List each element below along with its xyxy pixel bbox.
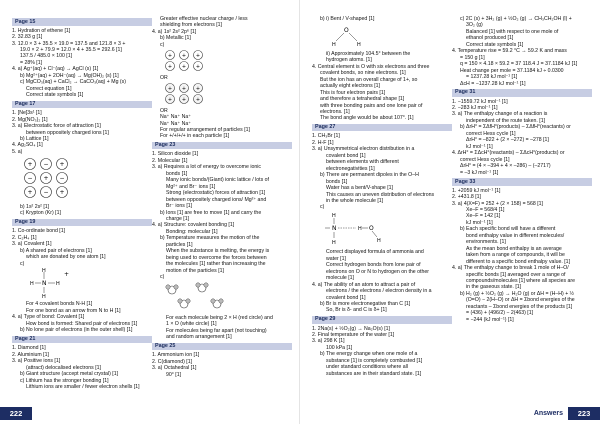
left-page-number: 222: [0, 407, 32, 420]
answer-line: 100 kPa [1]: [326, 344, 353, 351]
answer-line: 3. a) 4(X=F) = 252 + (2 × 158) = 568 [1]: [452, 200, 543, 207]
answer-line: For molecules being far apart (not touching): [166, 327, 267, 334]
svg-text:H: H: [377, 237, 381, 244]
answer-line: the molecules [1] rather than increasing the: [166, 261, 266, 268]
answer-line: 1. Diamond [1]: [12, 345, 46, 352]
answer-line: = −244 (kJ mol⁻¹) [1]: [466, 316, 514, 323]
answer-line: 137.5 / 485.0 × 100 [1]: [20, 53, 73, 60]
svg-text:+: +: [167, 64, 173, 71]
hbond-figure: [322, 212, 452, 248]
answer-line: 3. a) The enthalpy change of a reaction is: [452, 111, 548, 118]
answer-line: Correct state symbols [1]: [466, 41, 524, 48]
answer-line: Water has a bent/V-shape [1]: [326, 185, 393, 192]
answer-line: bond enthalpy value in different molecules/: [466, 232, 565, 239]
answer-line: 2. Molecular [1]: [152, 157, 188, 164]
svg-text:+: +: [167, 97, 173, 104]
answer-line: b) A shared pair of electrons [1]: [20, 247, 92, 254]
answer-line: c): [160, 274, 165, 281]
answer-line: Balanced [1] with respect to one mole of: [466, 28, 559, 35]
answer-line: substances are in their standard state. [1]: [326, 370, 422, 377]
water-figure: [322, 23, 452, 49]
svg-text:+: +: [181, 97, 187, 104]
answer-line: 2. Aluminium [1]: [12, 351, 49, 358]
answer-line: 2. 32.83 g [1]: [12, 34, 43, 41]
answer-line: 2. Final temperature of the water [1]: [312, 331, 395, 338]
section-label: Answers: [533, 410, 563, 417]
answer-line: How bond is formed: Shared pair of electrons [1]: [26, 320, 138, 327]
answer-line: 1. CH₃Br [1]: [312, 133, 340, 140]
answer-line: kJ mol⁻¹ [1]: [466, 219, 493, 226]
answer-line: c) Krypton (Kr) [1]: [20, 210, 61, 217]
ammonium-ion-diagram: [22, 268, 72, 298]
answer-line: b) i) Bent / V-shaped [1]: [320, 16, 375, 22]
answer-line: 1. Silicon dioxide [1]: [152, 151, 199, 158]
answer-line: between oppositely charged ions [1]: [26, 129, 109, 136]
column-2: [152, 16, 292, 378]
right-footer: [534, 407, 600, 420]
answer-line: bonds [1]: [326, 178, 348, 185]
answer-line: b) Ions [1] are free to move [1] and carry the: [160, 209, 262, 216]
answer-line: charge [1]: [166, 216, 190, 223]
answer-line: covalent bond [1]: [326, 294, 366, 301]
answer-line: = 150 g [1]: [460, 54, 485, 61]
answer-line: bonds [1]: [166, 170, 188, 177]
svg-text:+: +: [195, 53, 201, 60]
svg-text:H: H: [42, 294, 46, 299]
answer-line: 1 × O (white circle) [1]: [166, 321, 217, 328]
answer-line: 4. a) Ag⁺(aq) + Cl⁻(aq) → AgCl (s) [1]: [12, 66, 99, 73]
answer-line: correct Hess cycle [1]: [460, 156, 510, 163]
answer-line: c): [160, 41, 165, 48]
answer-line: Correct displayed formula of ammonia and: [326, 249, 424, 256]
answer-line: correct Hess cycle [1]: [466, 130, 516, 137]
answer-line: ΔrH° = –822 + (2 × –272) = –278 [1]: [466, 137, 549, 144]
svg-text:+: +: [181, 53, 187, 60]
answer-line: specific bonds [1] averaged over a range of: [466, 271, 566, 278]
answer-line: 3. a) Electrostatic force of attraction [1]: [12, 123, 101, 130]
answer-line: b) Metallic [1]: [160, 35, 191, 42]
answer-line: taken from a range of compounds, it will be: [466, 252, 565, 259]
answer-line: But the ion has an overall charge of 1+, so: [320, 76, 418, 83]
page-heading: Page 29: [312, 316, 452, 324]
answer-line: b) Mg²⁺(aq) + 2OH⁻(aq) → Mg(OH)₂ (s) [1]: [20, 72, 119, 79]
answer-line: in the gaseous state. [1]: [466, 284, 522, 291]
answer-line: independent of the route taken. [1]: [466, 117, 546, 124]
answer-line: For regular arrangement of particles [1]: [160, 126, 250, 133]
answer-line: = 1237.28 kJ mol⁻¹ [1]: [466, 74, 518, 81]
answer-line: For each molecule being 2 × H (red circle) and: [166, 315, 273, 321]
answer-line: hydrogen atoms. [1]: [326, 57, 372, 64]
svg-text:H: H: [332, 42, 336, 48]
answer-line: Correct state symbols [1]: [26, 92, 84, 99]
svg-text:+: +: [167, 53, 173, 60]
answer-line: 4. a) Type of bond: Covalent [1]: [12, 314, 85, 321]
svg-text:+: +: [195, 64, 201, 71]
answer-line: 1. 2Na(s) + ½O₂(g) → Na₂O(s) [1]: [312, 325, 390, 332]
answer-line: c) 2C (s) + 3H₂ (g) + ½O₂ (g) → CH₃CH₂OH (l) +: [460, 16, 572, 22]
page-heading: Page 17: [12, 101, 152, 109]
answer-line: 90° [1]: [166, 371, 182, 378]
answer-line: which are donated by one atom [1]: [26, 254, 106, 261]
ionic-lattice-diagram: [22, 156, 102, 200]
answer-line: Br⁻ ions [1]: [166, 203, 193, 210]
answer-line: 3O₂ (g): [466, 22, 483, 29]
metallic-lattice-diagram: [162, 49, 222, 71]
page-heading: Page 21: [12, 336, 152, 344]
answer-line: being used to overcome the forces between: [166, 254, 267, 261]
answer-line: b) No lone pair of electrons (in the outer shell) [1]: [20, 327, 133, 334]
answer-line: c) MgCO₃(aq) + CaCl₂ → CaCO₃(aq) + Mg (s): [20, 79, 126, 86]
page-heading: Page 25: [152, 343, 292, 351]
answer-line: = 28% [1]: [20, 59, 43, 66]
answer-line: Bonding: molecular [1]: [166, 228, 218, 235]
answer-line: (O=O) − 2(H–O) or ΔH = Σbond energies of the: [466, 297, 575, 304]
lattice-figure: [22, 156, 152, 202]
answer-line: b) The energy change when one mole of a: [320, 351, 418, 358]
answer-line: 1. Hydration of ethene [1]: [12, 27, 71, 34]
answer-line: between elements with different: [326, 159, 399, 166]
answer-line: Correct equation [1]: [26, 85, 72, 92]
answer-line: b) 1s² 2s² [1]: [20, 203, 50, 210]
svg-text:+: +: [43, 175, 49, 183]
answer-line: When the substance is melting, the energy is: [166, 248, 270, 255]
answer-line: (attract) delocalised electrons [1]: [26, 364, 101, 371]
answer-line: Greater effective nuclear charge / less: [160, 16, 248, 22]
answer-line: As the mean bond enthalpy is an average: [466, 245, 562, 252]
answer-line: This causes an uneven distribution of electrons: [326, 191, 435, 198]
svg-text:+: +: [27, 161, 33, 169]
svg-text:+: +: [195, 86, 201, 93]
answer-line: and random arrangement [1]: [166, 334, 232, 341]
answer-line: motion of the particles [1]: [166, 267, 224, 274]
page-heading: Page 27: [312, 124, 452, 132]
answer-line: particles [1]: [166, 241, 193, 248]
answer-line: different to a specific bond enthalpy value. [1]: [466, 258, 571, 265]
answer-line: For +/+/+/+ in each particle [1]: [160, 133, 230, 140]
answer-line: ethanol produced [1]: [466, 35, 514, 42]
answer-line: electrons. [1]: [320, 108, 350, 115]
answer-line: Strong (electrostatic) forces of attraction [1]: [166, 190, 266, 197]
answer-line: 4. a) Structure: covalent bonding [1]: [152, 222, 235, 229]
svg-text:−: −: [27, 175, 33, 183]
svg-text:H: H: [358, 225, 362, 232]
ions1-figure: [162, 49, 292, 73]
molecules-figure: [162, 282, 292, 314]
answer-line: in the whole molecule [1]: [326, 198, 384, 205]
answer-line: 3. a) Positive ions [1]: [12, 358, 61, 365]
svg-text:+: +: [27, 189, 33, 197]
answer-line: 3. a) 298 K [1]: [312, 338, 345, 345]
svg-text:+: +: [64, 271, 70, 279]
answer-line: 2. C(diamond) [1]: [152, 358, 193, 365]
metallic-lattice-alt-diagram: [162, 82, 222, 104]
answer-line: For 4 covalent bonds N-H [1]: [26, 301, 93, 308]
answer-line: 2. C₂H₄ [1]: [12, 234, 37, 241]
answer-line: under standard conditions where all: [326, 364, 408, 371]
svg-text:H: H: [42, 268, 46, 275]
column-4: [452, 16, 592, 323]
answer-line: with three bonding pairs and one lone pair of: [320, 102, 423, 109]
answer-line: = (436) + (496/2) − 2(463) [1]: [466, 310, 534, 317]
svg-text:−: −: [43, 161, 49, 169]
answer-line: 1. −1559.72 kJ mol⁻¹ [1]: [452, 98, 508, 105]
answer-line: b) Giant structure (accept metal crystal) [1]: [20, 371, 119, 378]
answer-line: Xe–F = 142 [1]: [466, 213, 501, 220]
right-page-number: 223: [568, 407, 600, 420]
answer-line: 4. a) 1s² 2s² 2p⁶ [1]: [152, 28, 197, 35]
answer-line: shielding from electrons [1]: [160, 22, 222, 29]
answer-line: kJ mol⁻¹ [1]: [466, 143, 493, 150]
svg-text:+: +: [181, 64, 187, 71]
answer-line: Xe–F = 568/4 [1]: [466, 206, 505, 213]
svg-text:H: H: [357, 42, 361, 48]
page-heading: Page 15: [12, 18, 152, 26]
column-1: [12, 16, 152, 391]
svg-text:−: −: [59, 175, 65, 183]
answer-line: substance [1] is completely combusted [1]: [326, 357, 423, 364]
page-heading: Page 19: [12, 219, 152, 227]
answer-line: This is four electron pairs [1]: [320, 89, 386, 96]
answer-line: Correct hydrogen bonds from lone pair of: [326, 262, 421, 269]
answer-line: water [1]: [326, 255, 346, 262]
answer-line: 2. Mg(NO₃)₂ [1]: [12, 116, 48, 123]
answer-line: 5. a): [12, 148, 23, 155]
answer-line: c): [320, 204, 325, 211]
answer-line: and therefore a tetrahedral shape [1]: [320, 96, 405, 103]
svg-text:H: H: [56, 281, 60, 288]
svg-text:+: +: [167, 86, 173, 93]
answer-line: Many ionic bonds/(Giant) ionic lattice / lots of: [166, 177, 269, 184]
answer-line: environments. [1]: [466, 239, 506, 246]
page-heading: Page 23: [152, 142, 292, 150]
answer-line: b) Temperature measures the motion of the: [160, 235, 260, 242]
answer-line: So, Br is δ- and C is δ+ [1]: [326, 307, 387, 314]
answer-line: OR: [160, 74, 168, 81]
answer-line: b) Br is more electronegative than C [1]: [320, 301, 411, 307]
answer-line: 3. a) Octahedral [1]: [152, 365, 197, 372]
answer-line: b) Lattice [1]: [20, 135, 49, 142]
answer-line: 19.0 × 2 + 79.9 = 12.0 × 4 + 35.5 = 292.6 [1]: [20, 46, 122, 53]
answer-line: b) H₂ (g) + ½O₂ (g) → H₂O (g) or ΔH = (H–H) + ½: [460, 290, 574, 297]
svg-text:H: H: [332, 212, 336, 219]
svg-text:+: +: [195, 97, 201, 104]
answer-line: OR: [160, 107, 168, 114]
answer-line: actually eight electrons [1]: [320, 83, 380, 90]
answer-line: c): [20, 260, 25, 267]
hydrogen-bond-diagram: [322, 212, 392, 246]
answer-line: between oppositely charged ions/ Mg²⁺ and: [166, 196, 267, 203]
answer-line: molecule [1]: [326, 275, 354, 282]
answer-line: 1. [Ne]3s¹ [1]: [12, 110, 42, 117]
answer-line: b) There are permanent dipoles in the O–H: [320, 172, 419, 179]
answer-line: 4. ΔrH° = ΣΔcH°(reactants) – ΣΔcH°(products) or: [452, 150, 565, 157]
answer-line: reactants – Σbond energies of the products [1]: [466, 303, 573, 310]
svg-text:N: N: [332, 224, 337, 232]
answer-line: 4. Ag₂SO₄ [1]: [12, 142, 43, 149]
svg-text:+: +: [59, 189, 65, 197]
svg-text:−: −: [43, 189, 49, 197]
answer-line: ΔrH° = (4 × –394 + 4 × –286) – (–2717): [460, 163, 551, 170]
answer-line: q = 150 × 4.18 × 59.2 = 37 118.4 J = 37.1184 kJ [1]: [460, 61, 578, 68]
answer-line: 4. Central element is O with six electrons and three: [312, 63, 430, 70]
svg-text:N: N: [42, 280, 47, 288]
page-gutter: [299, 0, 300, 424]
svg-text:H: H: [332, 239, 336, 246]
answer-line: electrons on O or N to hydrogen on the other: [326, 268, 429, 275]
water-molecules-diagram: [162, 282, 232, 312]
answer-line: Mg²⁺ and Br⁻ ions [1]: [166, 183, 216, 190]
answer-line: = –3 kJ mol⁻¹ [1]: [460, 169, 499, 176]
answer-line: For one bond as an arrow from N to H [1]: [26, 307, 121, 314]
page-heading: Page 33: [452, 178, 592, 186]
svg-text:O: O: [369, 224, 374, 232]
page-heading: Page 31: [452, 89, 592, 97]
answer-line: 4. a) The enthalpy change to break 1 mole of H–O/: [452, 265, 569, 272]
answer-line: 4. Temperature rise = 59.2 °C → 59.2 K and mass: [452, 48, 567, 55]
answer-line: 2. H-F [1]: [312, 139, 334, 146]
answer-line: Lithium ions are smaller / fewer electron shells [1]: [26, 384, 140, 391]
answer-line: compounds/molecules [1] where all species are: [466, 277, 575, 284]
answer-line: electrons / the electrons / electron density in a: [326, 288, 432, 295]
answer-line: 2. −283 kJ mol⁻¹ [1]: [452, 105, 498, 112]
answer-line: 1. +2059 kJ mol⁻¹ [1]: [452, 187, 501, 194]
answer-line: covalent bond [1]: [326, 152, 366, 159]
answer-line: Heat change per mole = 37.1184 kJ ÷ 0.0300: [460, 67, 564, 74]
answer-line: electronegativities [1]: [326, 165, 375, 172]
answer-line: b) ΔrH° = ΣΔfH°(products) – ΣΔfH°(reactants) or: [460, 124, 571, 131]
answer-line: 3. 12.0 × 3 + 35.5 × 19.0 = 137.5 and 121.8 × 3 +: [12, 40, 126, 47]
bent-water-diagram: [322, 23, 372, 47]
answer-line: b) Each specific bond will have a different: [460, 226, 556, 233]
answer-line: c) Lithium has the stronger bonding [1]: [20, 377, 109, 384]
svg-text:+: +: [59, 161, 65, 169]
column-3: [312, 16, 452, 377]
svg-text:H: H: [30, 281, 34, 288]
answer-line: 1. Ammonium ion [1]: [152, 352, 200, 359]
answer-line: 3. a) Requires a lot of energy to overcome ionic: [152, 164, 261, 171]
answer-line: 2. +431.8 [1]: [452, 194, 481, 201]
svg-text:+: +: [181, 86, 187, 93]
ions2-figure: [162, 82, 292, 106]
answer-line: The bond angle would be about 107°. [1]: [320, 115, 414, 122]
ammonium-figure: [22, 268, 152, 300]
answer-line: 3. a) Covalent [1]: [12, 241, 52, 248]
answer-line: 3. a) Unsymmetrical electron distribution in a: [312, 146, 415, 153]
answer-line: Na⁺ Na⁺ Na⁺: [160, 114, 191, 121]
svg-text:O: O: [344, 27, 349, 35]
answer-line: ΔcH = −1237.28 kJ mol⁻¹ [1]: [460, 80, 526, 87]
answer-line: ii) Approximately 104.5° between the: [326, 50, 411, 57]
answer-line: Na⁺ Na⁺ Na⁺: [160, 120, 191, 127]
answer-line: covalent bonds, so nine electrons. [1]: [320, 70, 406, 77]
answer-line: 1. Co-ordinate bond [1]: [12, 228, 66, 235]
answer-line: 4. a) The ability of an atom to attract a pair of: [312, 281, 416, 288]
